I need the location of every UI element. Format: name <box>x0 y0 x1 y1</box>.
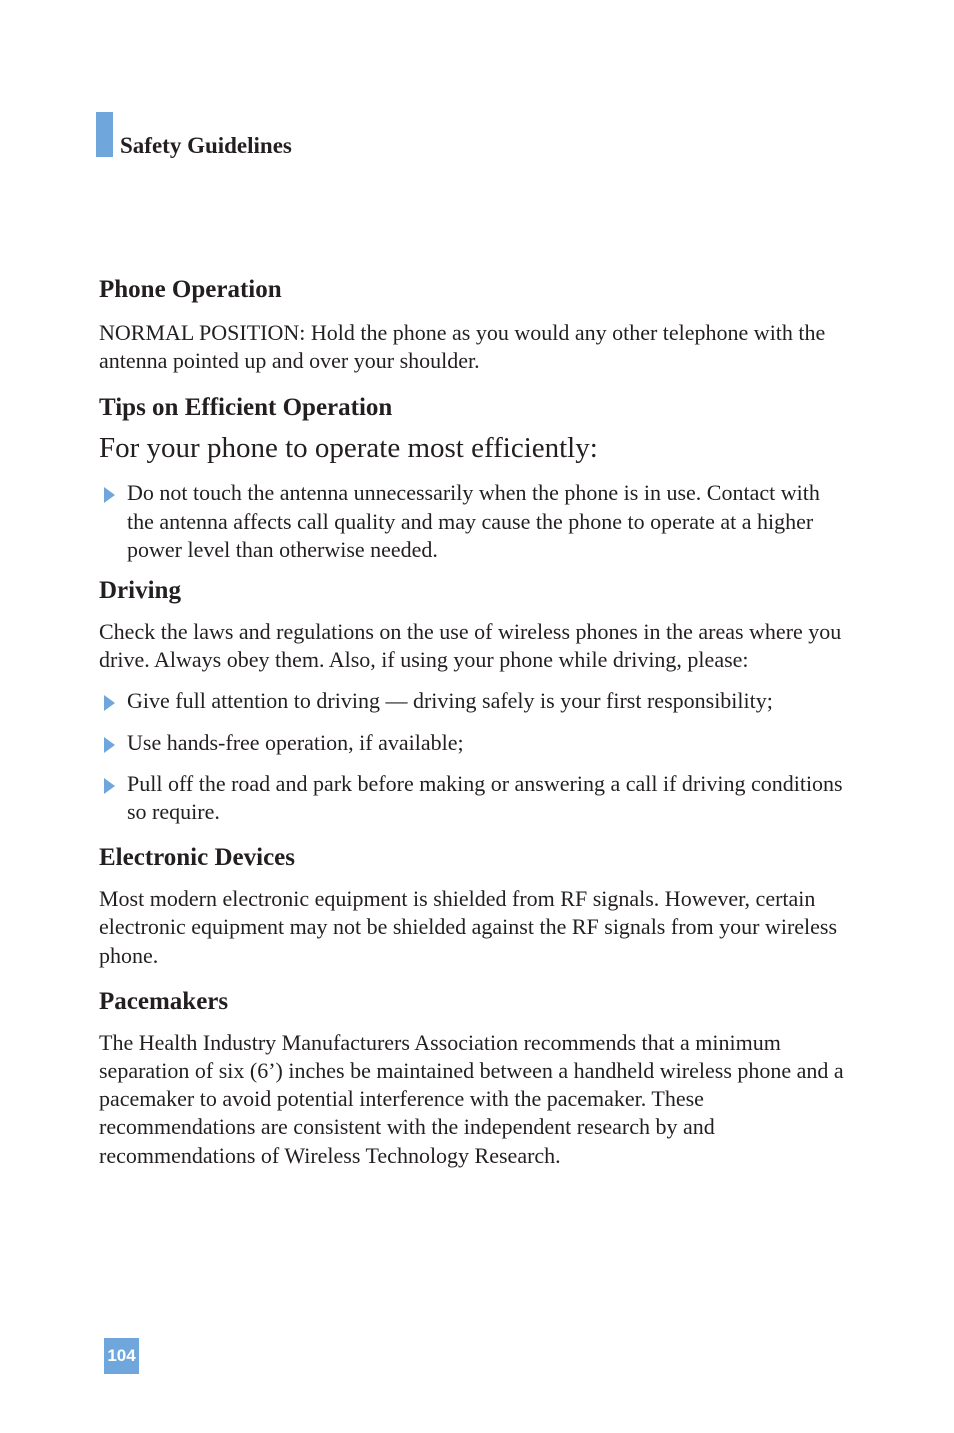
phone-operation-body: NORMAL POSITION: Hold the phone as you would any other telephone with the antenna pointed up and over your shoulder. <box>99 320 826 374</box>
driving-bullet-text: Use hands-free operation, if available; <box>127 729 464 755</box>
page-content <box>99 274 849 1170</box>
heading-electronic-devices: Electronic Devices <box>99 844 295 872</box>
driving-bullet <box>99 770 849 826</box>
driving-bullet-text: Pull off the road and park before making or answering a call if driving conditions so require. <box>127 770 843 825</box>
tips-lead: For your phone to operate most efficiently: <box>99 432 598 465</box>
driving-bullet <box>99 729 849 757</box>
page-number: 104 <box>104 1338 139 1374</box>
header-accent-bar <box>96 112 113 157</box>
heading-tips: Tips on Efficient Operation <box>99 394 393 422</box>
page-header-title: Safety Guidelines <box>120 133 292 158</box>
driving-bullet-text: Give full attention to driving — driving safely is your first responsibility; <box>127 688 773 714</box>
bullet-triangle-icon <box>104 487 115 503</box>
bullet-triangle-icon <box>104 778 115 794</box>
bullet-triangle-icon <box>104 695 115 711</box>
pacemakers-body: The Health Industry Manufacturers Association recommends that a minimum separation of six (6’) inches be maintained between a handheld wireless phone and a pacemaker to avoid potential interference with the pacemaker. These recommendations are consistent with the independent research by and recommendations of Wireless Technology Research. <box>99 1029 844 1168</box>
driving-body: Check the laws and regulations on the use of wireless phones in the areas where you drive. Always obey them. Also, if using your phone while driving, please: <box>99 619 842 673</box>
heading-phone-operation: Phone Operation <box>99 276 282 303</box>
driving-bullet <box>99 687 849 715</box>
heading-pacemakers: Pacemakers <box>99 987 229 1015</box>
tips-bullet-text: Do not touch the antenna unnecessarily when the phone is in use. Contact with the antenna affects call quality and may cause the phone to operate at a higher power level than otherwise needed. <box>127 480 820 562</box>
tips-bullet <box>99 479 849 564</box>
electronic-devices-body: Most modern electronic equipment is shielded from RF signals. However, certain electronic equipment may not be shielded against the RF signals from your wireless phone. <box>99 886 838 968</box>
heading-driving: Driving <box>99 577 181 605</box>
bullet-triangle-icon <box>104 737 115 753</box>
